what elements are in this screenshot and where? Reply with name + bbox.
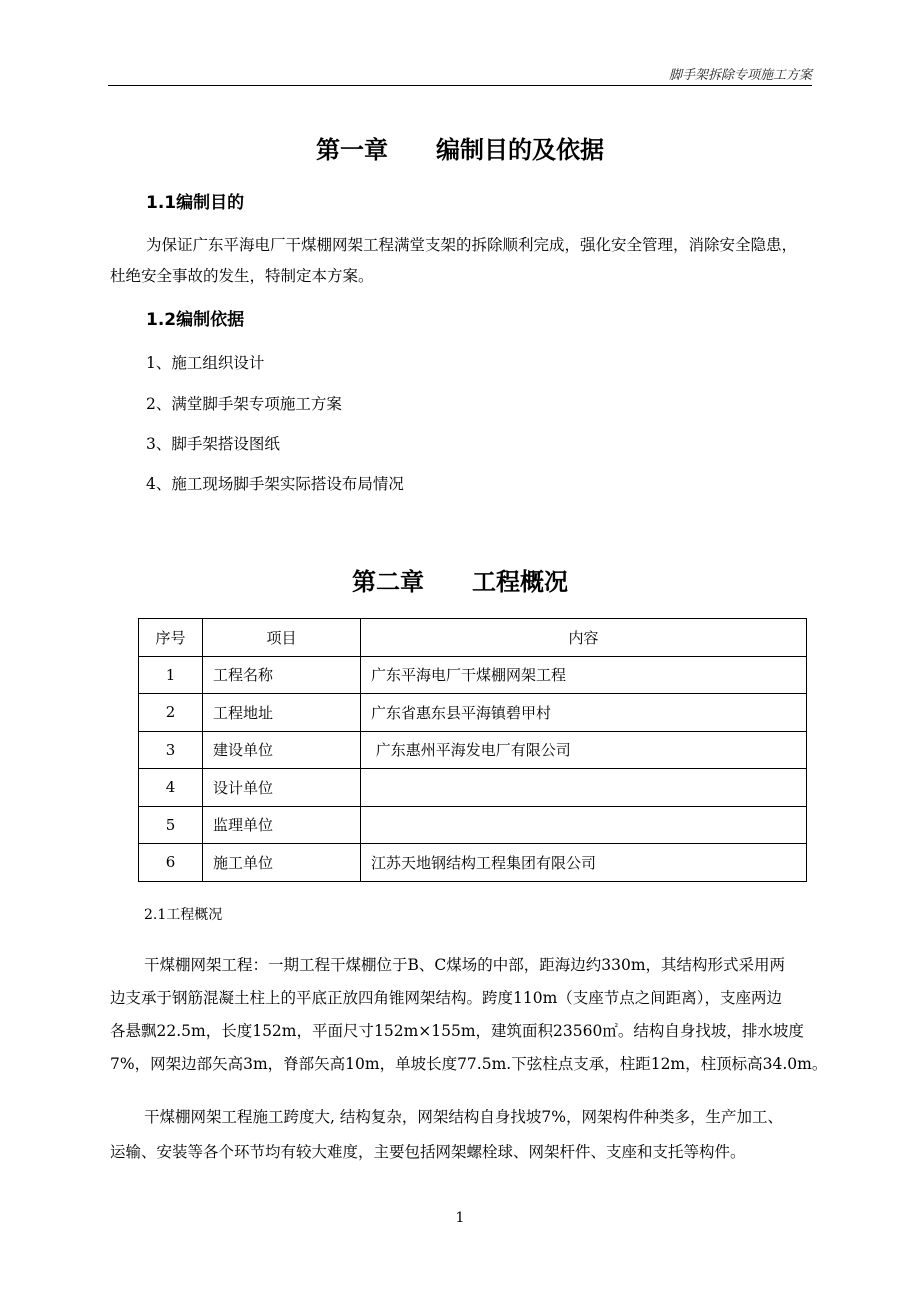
running-header: 脚手架拆除专项施工方案 <box>668 68 812 83</box>
paragraph-line: 杜绝安全事故的发生，特制定本方案。 <box>110 267 374 285</box>
basis-list-item: 2、满堂脚手架专项施工方案 <box>146 395 342 413</box>
table-cell: 监理单位 <box>203 806 361 844</box>
paragraph-line: 干煤棚网架工程：一期工程干煤棚位于B、C煤场的中部，距海边约330m，其结构形式采用两 <box>144 956 786 974</box>
table-row <box>139 806 807 844</box>
table-cell: 广东平海电厂干煤棚网架工程 <box>361 656 807 694</box>
table-cell: 设计单位 <box>203 769 361 807</box>
table-cell: 4 <box>139 769 203 807</box>
table-cell: 工程名称 <box>203 656 361 694</box>
section-1-2-title: 1.2编制依据 <box>146 310 245 330</box>
table-row <box>139 694 807 732</box>
table-header-row <box>139 619 807 657</box>
table-cell: 2 <box>139 694 203 732</box>
paragraph-line: 边支承于钢筋混凝土柱上的平底正放四角锥网架结构。跨度110m（支座节点之间距离），支座两边 <box>110 989 783 1007</box>
header-rule <box>108 85 812 86</box>
table-cell: 广东省惠东县平海镇碧甲村 <box>361 694 807 732</box>
basis-list-item: 4、施工现场脚手架实际搭设布局情况 <box>146 475 404 493</box>
table-cell: 3 <box>139 731 203 769</box>
chapter-2-title: 第二章 工程概况 <box>352 568 568 596</box>
table-cell: 5 <box>139 806 203 844</box>
basis-list-item: 3、脚手架搭设图纸 <box>146 435 280 453</box>
paragraph-line: 运输、安装等各个环节均有较大难度，主要包括网架螺栓球、网架杆件、支座和支托等构件。 <box>110 1143 746 1161</box>
project-info-table <box>138 618 807 882</box>
section-2-1-title: 2.1工程概况 <box>144 907 223 923</box>
table-cell: 施工单位 <box>203 844 361 882</box>
paragraph-line: 为保证广东平海电厂干煤棚网架工程满堂支架的拆除顺利完成，强化安全管理，消除安全隐患， <box>146 236 798 254</box>
table-row <box>139 844 807 882</box>
page-number: 1 <box>455 1210 465 1226</box>
table-header-cell: 序号 <box>139 619 203 657</box>
table-cell <box>361 806 807 844</box>
table-header-cell: 项目 <box>203 619 361 657</box>
table-cell: 工程地址 <box>203 694 361 732</box>
table-row <box>139 731 807 769</box>
table-cell: 建设单位 <box>203 731 361 769</box>
paragraph-line: 各悬飘22.5m，长度152m，平面尺寸152m×155m，建筑面积23560㎡。结构自身找坡，排水坡度 <box>110 1022 804 1040</box>
section-1-1-title: 1.1编制目的 <box>146 193 245 213</box>
table-cell <box>361 769 807 807</box>
table-row <box>139 769 807 807</box>
table-cell: 1 <box>139 656 203 694</box>
table-header-cell: 内容 <box>361 619 807 657</box>
table-row <box>139 656 807 694</box>
table-cell: 广东惠州平海发电厂有限公司 <box>361 731 807 769</box>
table-cell: 江苏天地钢结构工程集团有限公司 <box>361 844 807 882</box>
paragraph-line: 7%，网架边部矢高3m，脊部矢高10m，单坡长度77.5m.下弦柱点支承，柱距12m，柱顶标高34.0m。 <box>110 1055 828 1073</box>
paragraph-line: 干煤棚网架工程施工跨度大, 结构复杂，网架结构自身找坡7%，网架构件种类多，生产加工、 <box>144 1108 783 1126</box>
basis-list-item: 1、施工组织设计 <box>146 354 265 372</box>
chapter-1-title: 第一章 编制目的及依据 <box>316 136 604 164</box>
table-cell: 6 <box>139 844 203 882</box>
